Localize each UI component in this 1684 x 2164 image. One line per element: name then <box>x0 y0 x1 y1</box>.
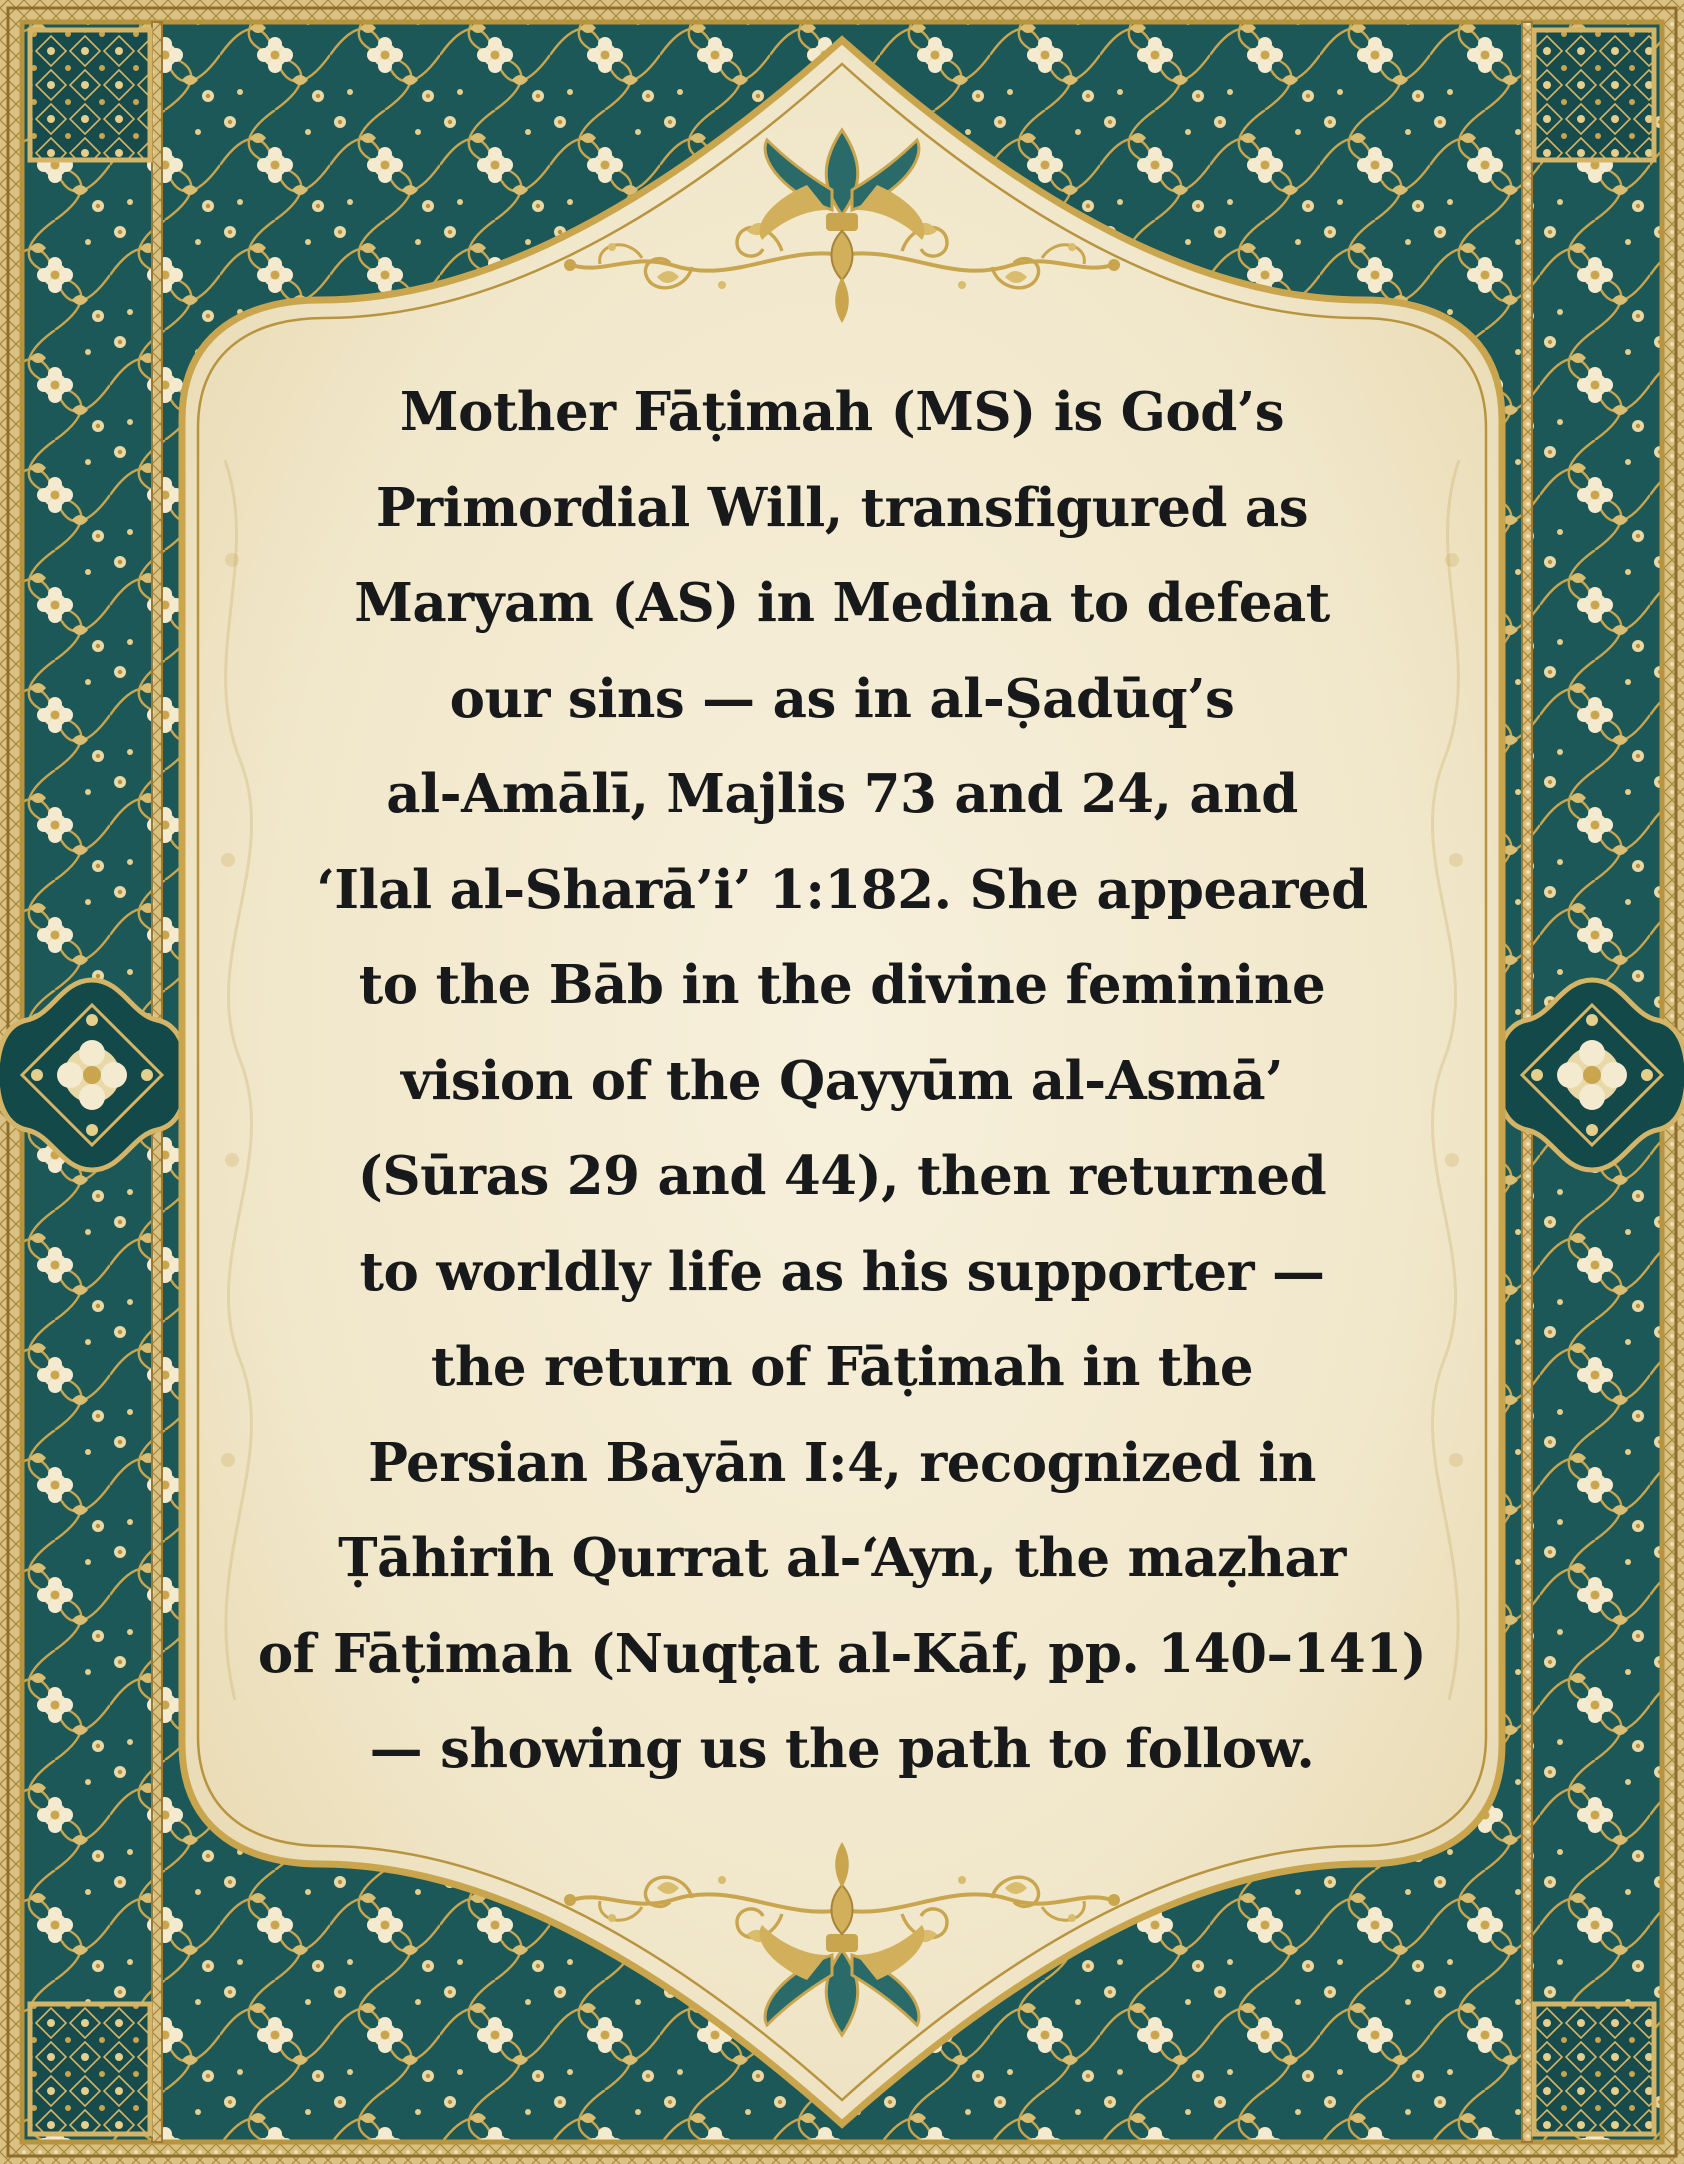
passage-line: vision of the Qayyūm al-Asmā’ <box>401 1049 1283 1112</box>
passage-line: Mother Fāṭimah (MS) is God’s <box>399 381 1285 443</box>
passage-line: our sins — as in al-Ṣadūq’s <box>449 667 1235 730</box>
passage-line: to worldly life as his supporter — <box>359 1240 1325 1303</box>
passage-line: the return of Fāṭimah in the <box>430 1336 1254 1398</box>
passage-line: Ṭāhirih Qurrat al-‘Ayn, the maẓhar <box>338 1527 1346 1589</box>
passage-line: Primordial Will, transfigured as <box>375 476 1309 539</box>
corner-tile-bottom-right <box>1534 2004 1654 2134</box>
passage-line: to the Bāb in the divine feminine <box>358 954 1326 1016</box>
passage-line: (Sūras 29 and 44), then returned <box>357 1145 1327 1207</box>
passage-line: of Fāṭimah (Nuqṭat al-Kāf, pp. 140–141) <box>257 1622 1427 1685</box>
passage-text <box>250 365 1434 1798</box>
corner-tile-top-right <box>1534 30 1654 160</box>
corner-tile-bottom-left <box>30 2004 150 2134</box>
corner-tile-top-left <box>30 30 150 160</box>
passage-line: al-Amālī, Majlis 73 and 24, and <box>386 763 1298 825</box>
passage-line: Persian Bayān I:4, recognized in <box>368 1431 1316 1494</box>
passage-line: Maryam (AS) in Medina to defeat <box>354 572 1330 634</box>
passage-line: — showing us the path to follow. <box>369 1718 1315 1780</box>
passage-line: ‘Ilal al-Sharā’i’ 1:182. She appeared <box>316 858 1368 921</box>
